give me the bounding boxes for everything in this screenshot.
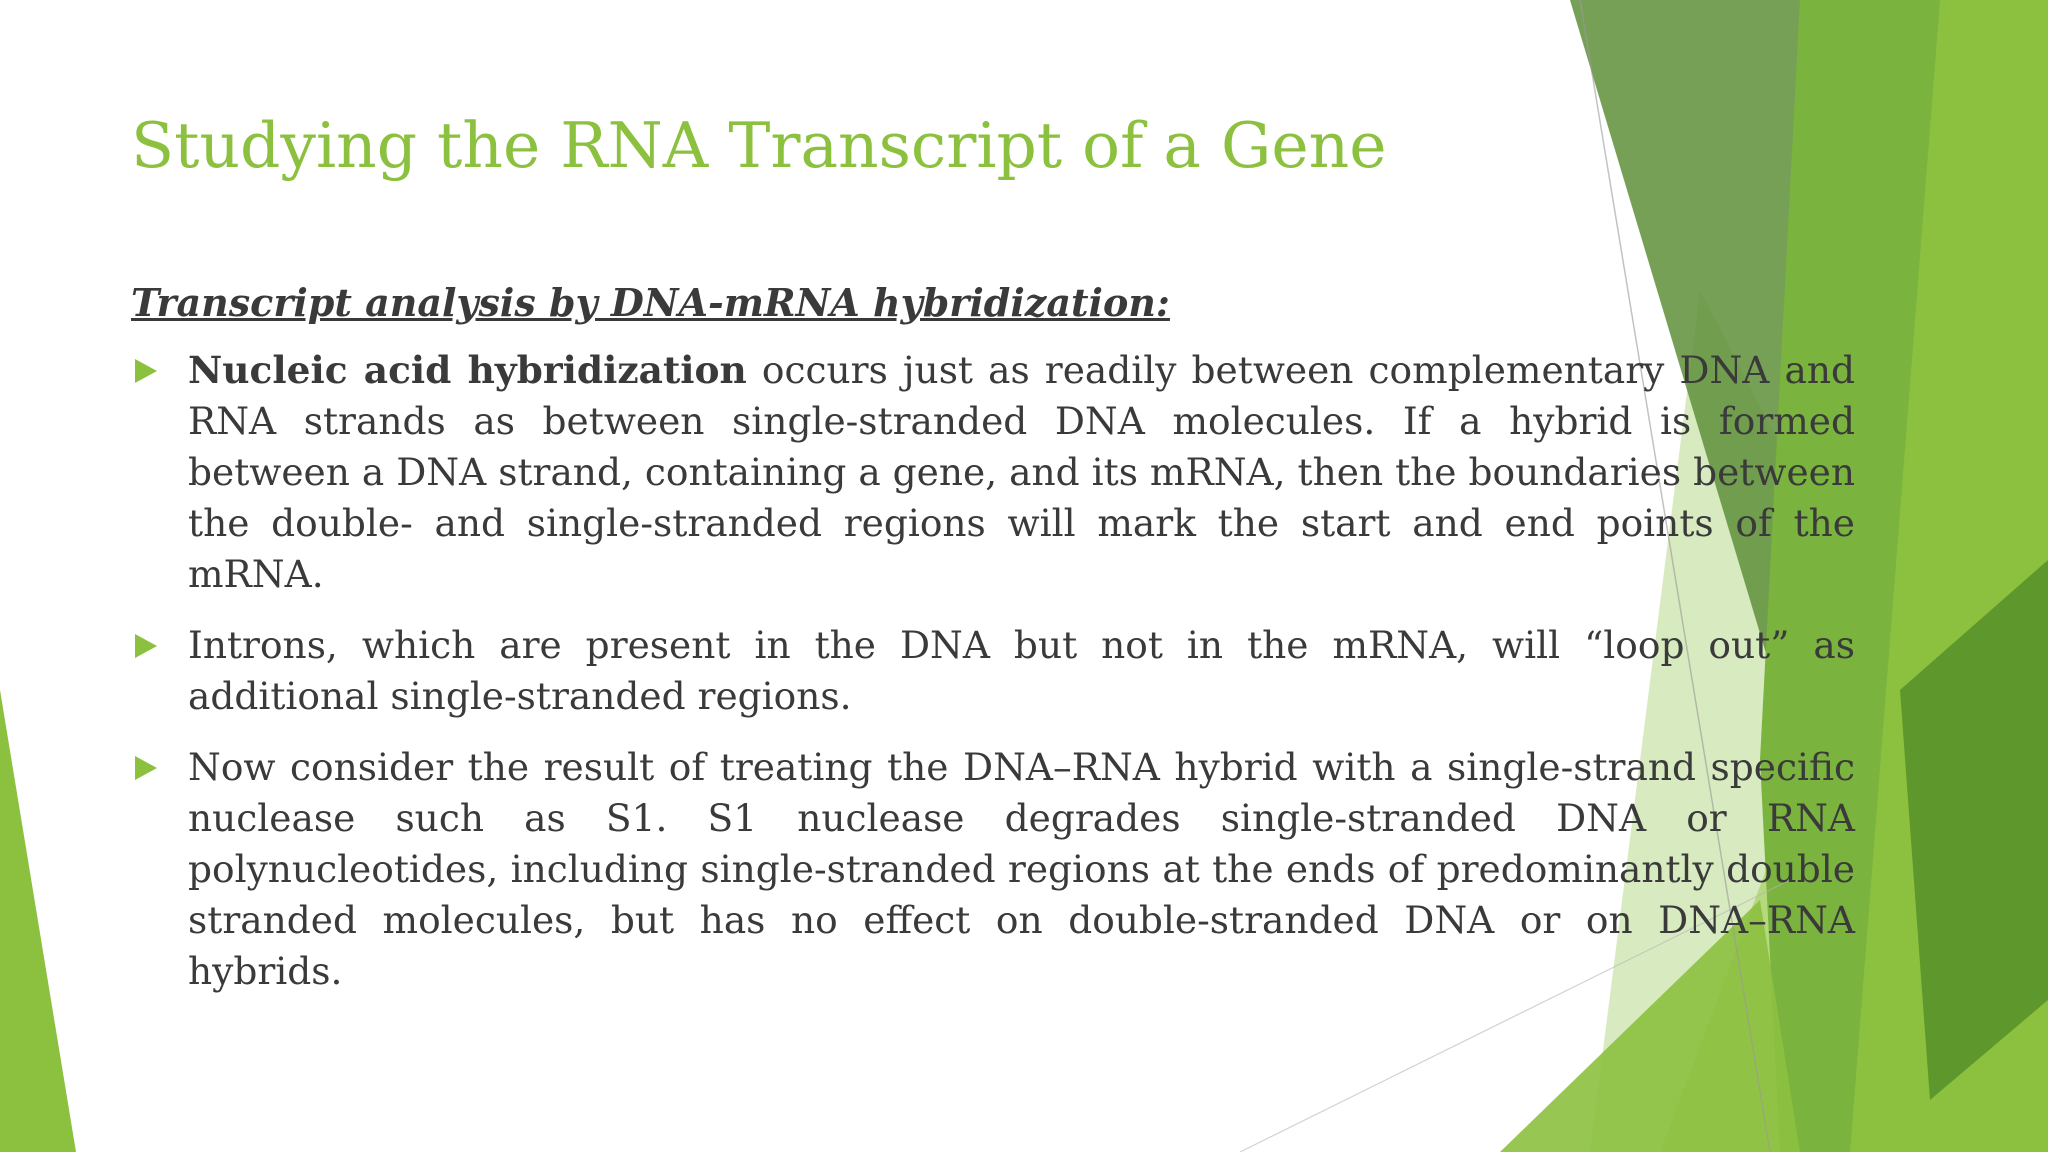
- bullet-item: [131, 742, 1855, 997]
- bullet-item: [131, 345, 1855, 600]
- bullet-text: occurs just as readily between complementary DNA and RNA strands as between single-stranded DNA molecules. If a hybrid is formed between a DNA strand, containing a gene, and its mRNA, then the boundaries between the double- and single-stranded regions will mark the start and end points of the mRNA.: [188, 348, 1855, 597]
- bullet-text: Now consider the result of treating the DNA–RNA hybrid with a single-strand specific nuclease such as S1. S1 nuclease degrades single-stranded DNA or RNA polynucleotides, including single-stranded regions at the ends of predominantly double stranded molecules, but has no effect on double-stranded DNA or on DNA–RNA hybrids.: [188, 745, 1855, 994]
- bullet-text: Introns, which are present in the DNA but not in the mRNA, will “loop out” as additional single-stranded regions.: [188, 623, 1855, 719]
- facet-left-strip: [0, 690, 76, 1152]
- bullet-item: [131, 620, 1855, 722]
- triangle-right-icon: [135, 634, 157, 658]
- triangle-right-icon: [135, 359, 157, 383]
- slide-title: Studying the RNA Transcript of a Gene: [131, 109, 1387, 182]
- triangle-right-icon: [135, 756, 157, 780]
- section-subheading: Transcript analysis by DNA-mRNA hybridization:: [131, 280, 1170, 325]
- slide-content: [131, 278, 1855, 1017]
- bullet-bold-lead: Nucleic acid hybridization: [188, 348, 747, 393]
